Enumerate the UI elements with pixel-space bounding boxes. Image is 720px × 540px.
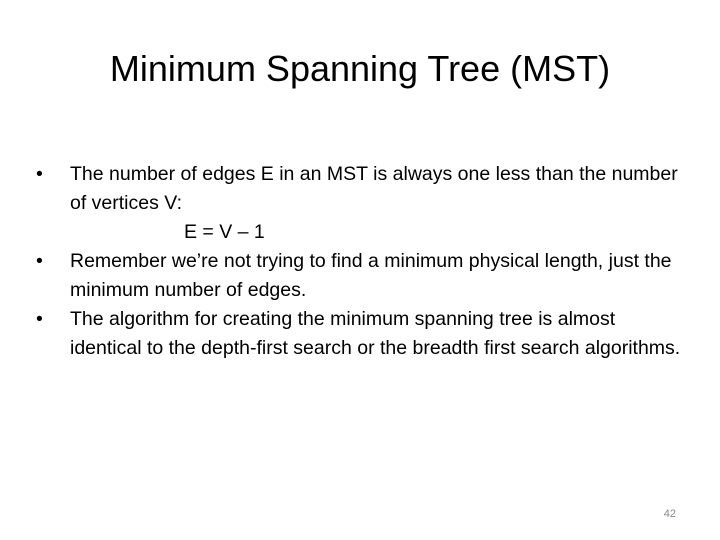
page-number: 42 <box>663 508 676 520</box>
bullet-text: The algorithm for creating the minimum spanning tree is almost identical to the depth-first search or the breadth first search algorithms. <box>70 308 681 359</box>
bullet-list <box>36 160 684 363</box>
bullet-marker: • <box>36 163 43 185</box>
bullet-text: Remember we’re not trying to find a minimum physical length, just the minimum number of edges. <box>70 250 672 301</box>
bullet-item <box>36 160 684 247</box>
bullet-marker: • <box>36 308 43 330</box>
slide-title: Minimum Spanning Tree (MST) <box>109 48 611 89</box>
formula: E = V – 1 <box>184 221 265 243</box>
bullet-text: The number of edges E in an MST is always one less than the number of vertices V: <box>70 163 678 214</box>
bullet-marker: • <box>36 250 43 272</box>
bullet-item <box>36 247 684 305</box>
bullet-item <box>36 305 684 363</box>
